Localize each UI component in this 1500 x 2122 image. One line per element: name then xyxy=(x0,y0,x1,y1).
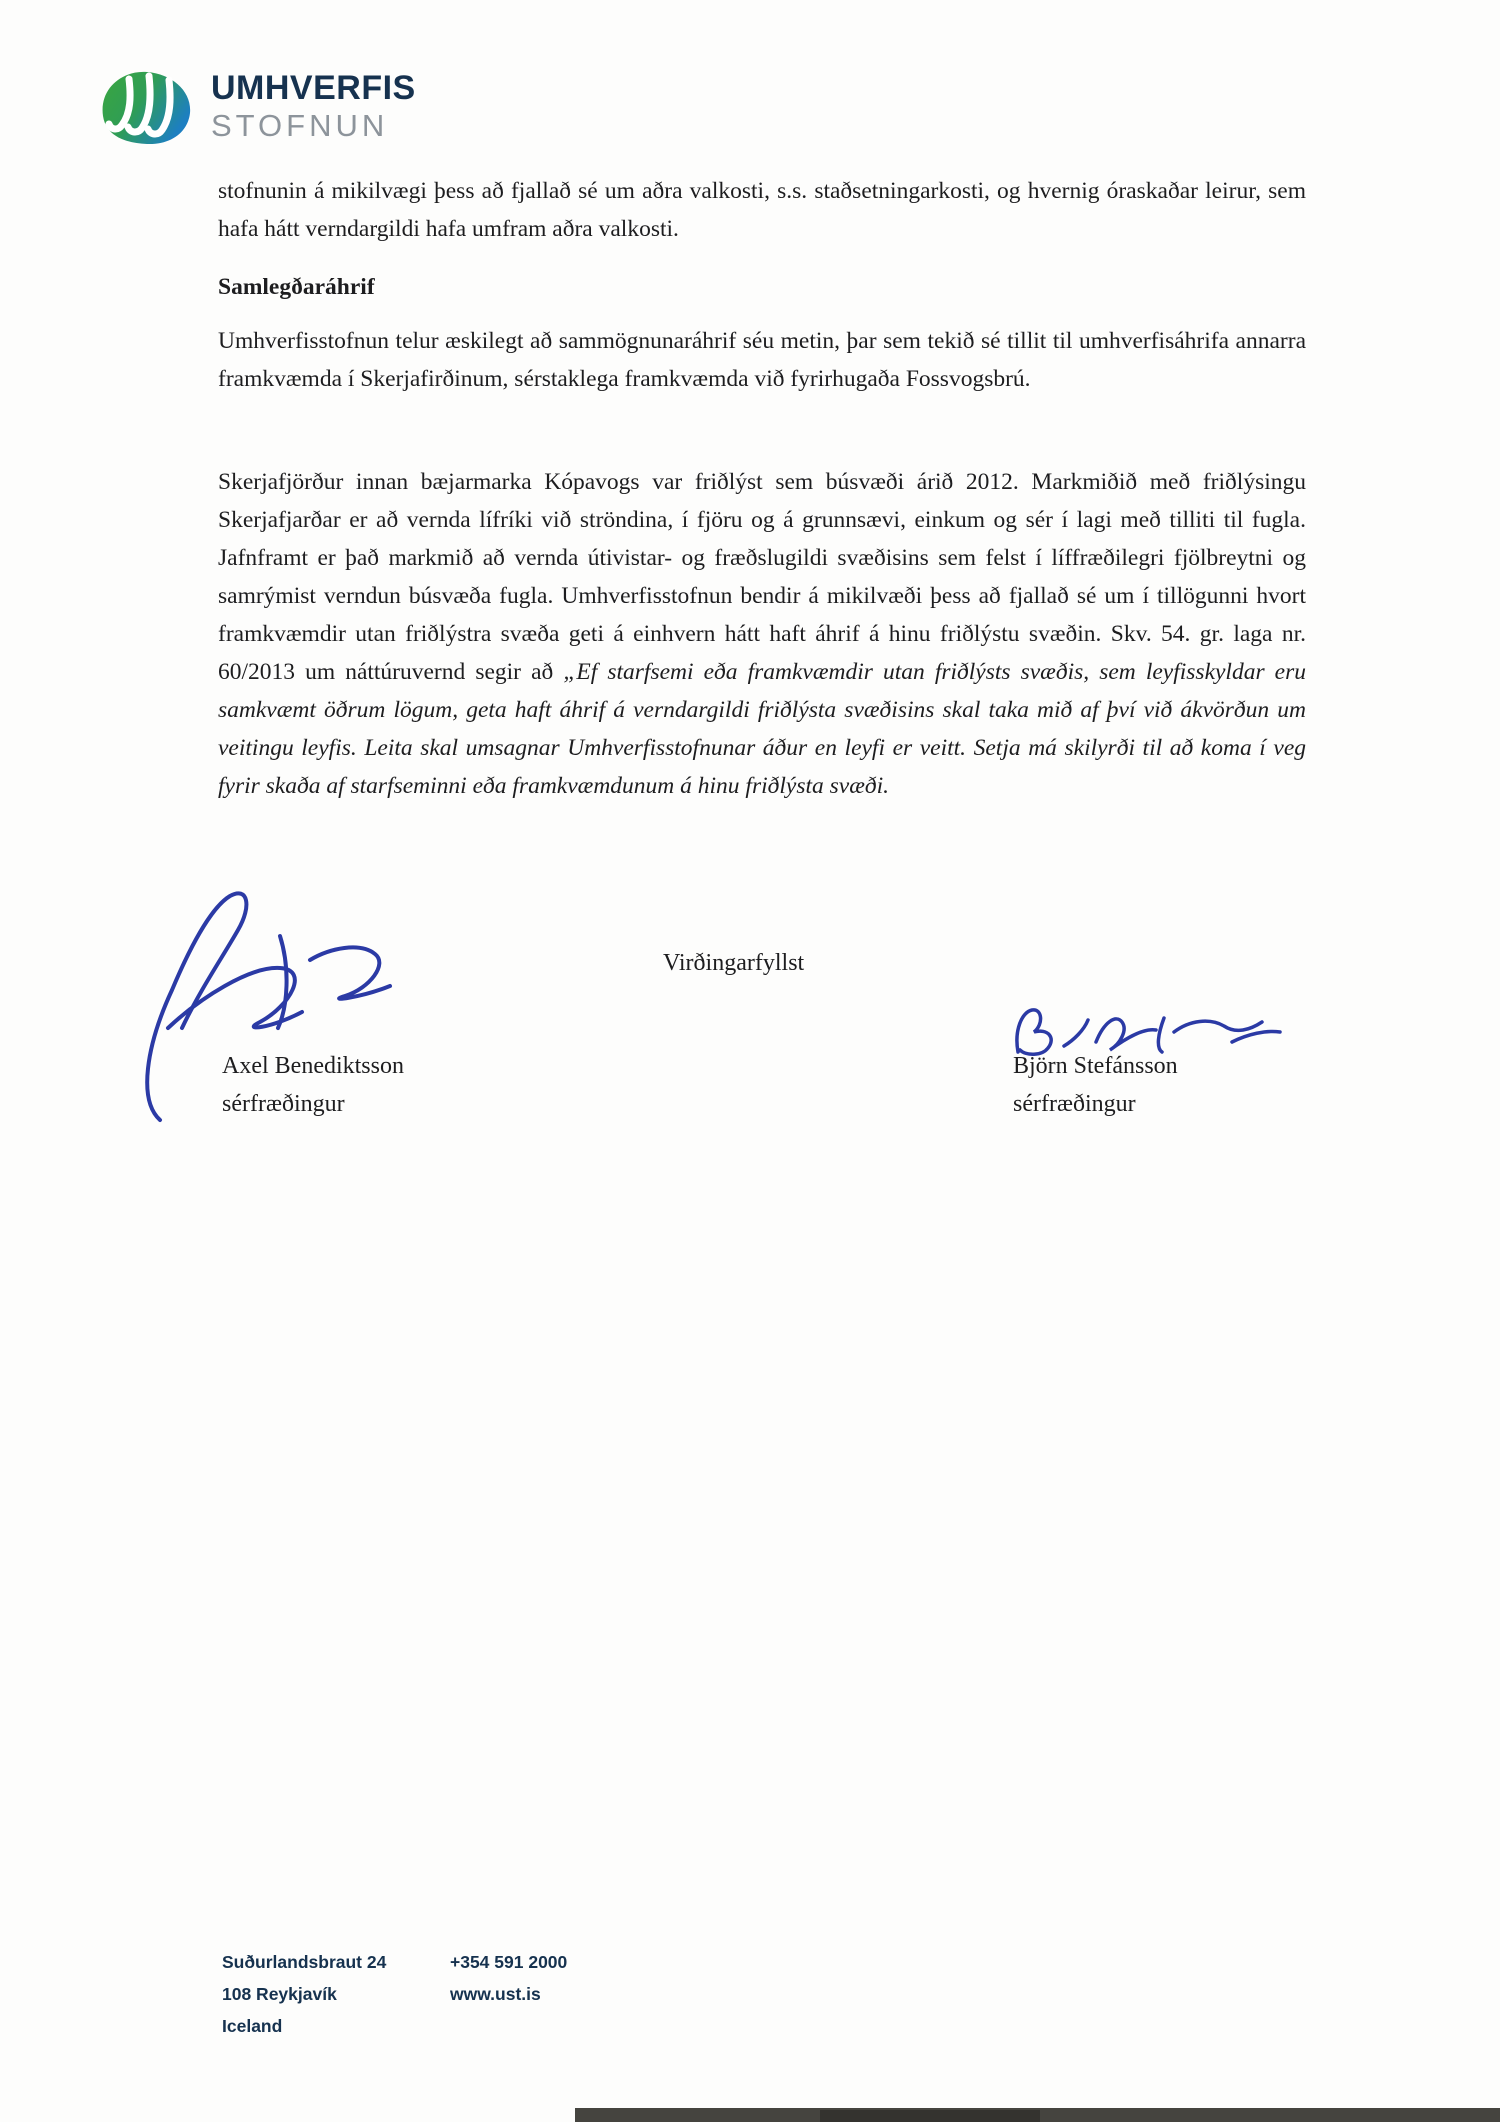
scan-artifact-dark-segment xyxy=(820,2110,1040,2122)
footer-address xyxy=(222,1946,386,2042)
umhverfisstofnun-logo-icon xyxy=(95,66,195,148)
umhverfisstofnun-logo xyxy=(95,66,416,148)
signatory-name-left: Axel Benediktsson xyxy=(222,1053,404,1079)
signatory-title-right: sérfræðingur xyxy=(1013,1091,1136,1117)
letter-paragraph-1: Umhverfisstofnun telur æskilegt að sammögnunaráhrif séu metin, þar sem tekið sé tillit til umhverfisáhrifa annarra framkvæmda í Skerjafirðinum, sérstaklega framkvæmda við fyrirhugaða Fossvogsbrú. xyxy=(218,328,1306,392)
paragraph-2-legal-quote: „Ef starfsemi eða framkvæmdir utan friðlýsts svæðis, sem leyfisskyldar eru samkvæmt öðrum lögum, geta haft áhrif á verndargildi friðlýsta svæðisins skal taka mið af því við ákvörðun um veitingu leyfis. Leita skal umsagnar Umhverfisstofnunar áður en leyfi er veitt. Setja má skilyrði til að koma í veg fyrir skaða af starfseminni eða framkvæmdunum á hinu friðlýsta svæði. xyxy=(218,659,1307,799)
footer-address-line1: Suðurlandsbraut 24 xyxy=(222,1952,387,1972)
footer-website: www.ust.is xyxy=(450,1984,541,2004)
signatory-title-left: sérfræðingur xyxy=(222,1091,345,1117)
closing-salutation: Virðingarfyllst xyxy=(663,950,805,976)
paragraph-2-normal-text: Skerjafjörður innan bæjarmarka Kópavogs var friðlýst sem búsvæði árið 2012. Markmiðið með friðlýsingu Skerjafjarðar er að vernda lífríki við ströndina, í fjöru og á grunnsævi, einkum og sér í lagi með tilliti til fugla. Jafnframt er það markmið að vernda útivistar- og fræðslugildi svæðisins sem felst í líffræðilegri fjölbreytni og samrýmist verndun búsvæða fugla. Umhverfisstofnun bendir á mikilvæði þess að fjallað sé um í tillögunni hvort framkvæmdir utan friðlýstra svæða geti á einhvern hátt haft áhrif á hinu friðlýstu svæðin. Skv. 54. gr. laga nr. 60/2013 um náttúruvernd segir að xyxy=(218,469,1306,685)
footer-contact xyxy=(450,1946,567,2010)
footer-address-line2: 108 Reykjavík xyxy=(222,1984,337,2004)
letter-paragraph-2 xyxy=(218,463,1306,805)
footer-phone: +354 591 2000 xyxy=(450,1952,568,1972)
logo-wordmark-line2: STOFNUN xyxy=(211,108,389,144)
signatory-name-right: Björn Stefánsson xyxy=(1013,1053,1178,1079)
letter-intro-paragraph: stofnunin á mikilvægi þess að fjallað sé um aðra valkosti, s.s. staðsetningarkosti, og hvernig óraskaðar leirur, sem hafa hátt verndargildi hafa umfram aðra valkosti. xyxy=(218,178,1306,242)
section-heading: Samlegðaráhrif xyxy=(218,274,375,300)
scan-artifact-bar xyxy=(575,2108,1500,2122)
logo-wordmark-line1: UMHVERFIS xyxy=(211,69,416,107)
logo-wordmark xyxy=(211,66,416,145)
footer-address-line3: Iceland xyxy=(222,2016,283,2036)
